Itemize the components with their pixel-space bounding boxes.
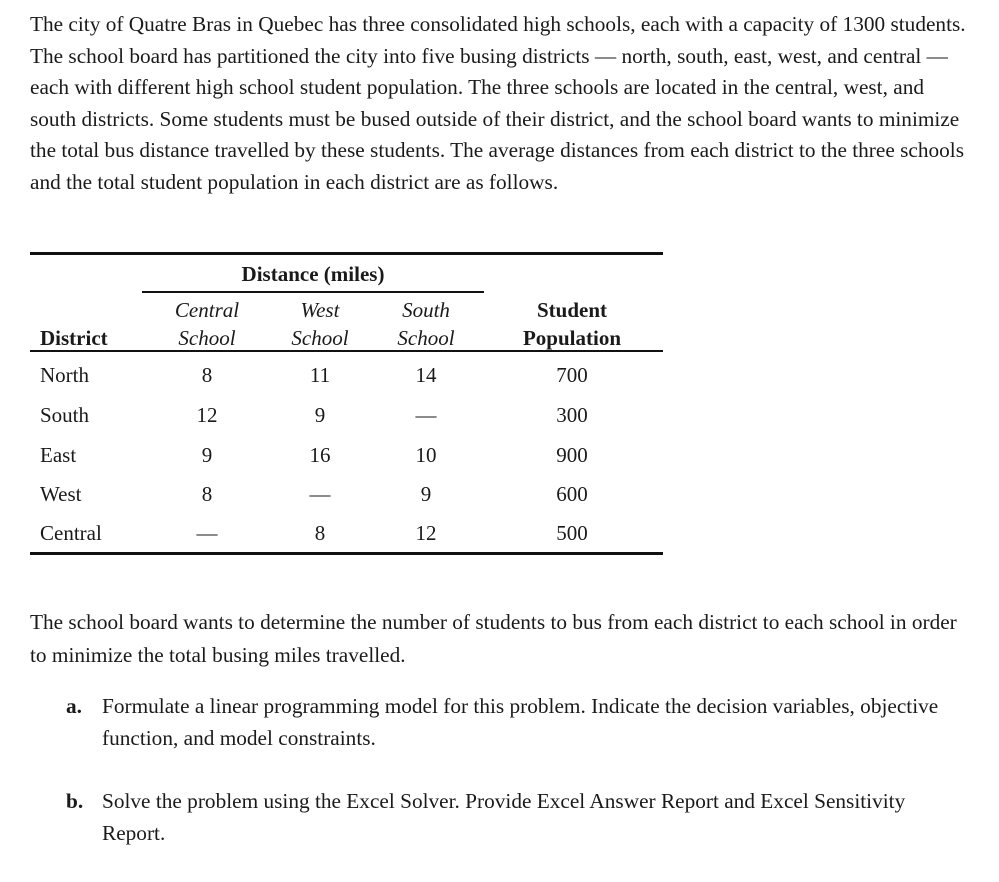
question-b xyxy=(0,785,999,855)
col-west-line1: West xyxy=(300,298,340,322)
table-row-south: 12 xyxy=(415,521,437,545)
table-row-west: — xyxy=(309,482,331,506)
col-population-line1: Student xyxy=(536,298,608,322)
table-row-district: East xyxy=(40,443,77,467)
table-row-population: 300 xyxy=(556,403,588,427)
table-row-south: 9 xyxy=(420,482,432,506)
col-district: District xyxy=(40,326,108,350)
table-header-rule xyxy=(30,350,663,352)
problem-objective: The school board wants to determine the number of students to bus from each district to each school in order to minimize the total busing miles travelled. xyxy=(30,610,957,667)
table-row-west: 16 xyxy=(309,443,331,467)
table-row-population: 900 xyxy=(556,443,588,467)
table-row-central: — xyxy=(196,521,218,545)
question-b-text: Solve the problem using the Excel Solver. Provide Excel Answer Report and Excel Sensitivity Report. xyxy=(102,789,906,845)
table-row-district: West xyxy=(40,482,82,506)
col-central-line1: Central xyxy=(174,298,240,322)
question-a xyxy=(0,690,999,760)
table-row-district: South xyxy=(40,403,90,427)
table-row-south: 10 xyxy=(415,443,437,467)
table-row-central: 8 xyxy=(201,482,213,506)
table-row-district: Central xyxy=(40,521,102,545)
question-b-label: b. xyxy=(66,789,84,813)
question-a-label: a. xyxy=(66,694,82,718)
table-row-central: 9 xyxy=(201,443,213,467)
distance-table xyxy=(30,252,663,556)
table-row-population: 500 xyxy=(556,521,588,545)
col-south-line2: School xyxy=(397,326,455,350)
table-row-west: 11 xyxy=(309,363,331,387)
distance-span-header: Distance (miles) xyxy=(241,262,385,286)
table-bottom-rule xyxy=(30,552,663,555)
table-row-population: 600 xyxy=(556,482,588,506)
table-row-central: 8 xyxy=(201,363,213,387)
col-west-line2: School xyxy=(291,326,349,350)
question-a-text: Formulate a linear programming model for this problem. Indicate the decision variables, objective function, and model constraints. xyxy=(102,694,939,750)
problem-intro: The city of Quatre Bras in Quebec has three consolidated high schools, each with a capacity of 1300 students. The school board has partitioned the city into five busing districts — north, south, east, west, and central — each with different high school student population. The three schools are located in the central, west, and south districts. Some students must be bused outside of their district, and the school board wants to minimize the total bus distance travelled by these students. The average distances from each district to the three schools and the total student population in each district are as follows. xyxy=(30,12,966,194)
table-row-south: 14 xyxy=(415,363,437,387)
col-central-line2: School xyxy=(178,326,236,350)
table-row-south: — xyxy=(415,403,437,427)
table-row-district: North xyxy=(40,363,89,387)
col-south-line1: South xyxy=(402,298,450,322)
table-row-west: 9 xyxy=(314,403,326,427)
table-row-west: 8 xyxy=(314,521,326,545)
table-row-population: 700 xyxy=(556,363,588,387)
table-top-rule xyxy=(30,252,663,255)
span-header-rule xyxy=(142,291,484,293)
table-row-central: 12 xyxy=(196,403,218,427)
col-population-line2: Population xyxy=(522,326,622,350)
